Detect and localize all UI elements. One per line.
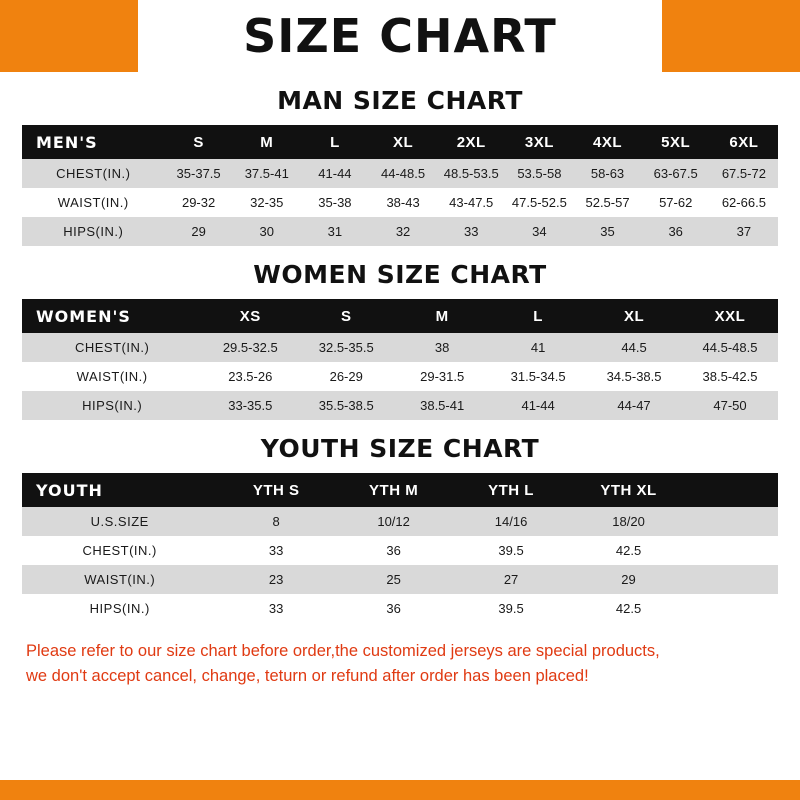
row-label: HIPS(IN.) xyxy=(82,398,143,413)
cell: 62-66.5 xyxy=(721,195,766,210)
cell: 39.5 xyxy=(498,543,524,558)
cell: 31 xyxy=(327,224,343,239)
cell: 34 xyxy=(532,224,547,239)
column-header: XL xyxy=(623,307,645,325)
table-row xyxy=(22,188,778,217)
row-label: U.S.SIZE xyxy=(90,514,149,529)
row-label: HIPS(IN.) xyxy=(63,224,124,239)
cell: 41 xyxy=(530,340,546,355)
table-row xyxy=(22,594,778,623)
cell: 29-31.5 xyxy=(420,369,465,384)
row-label: WAIST(IN.) xyxy=(57,195,129,210)
cell: 37 xyxy=(736,224,752,239)
cell: 38-43 xyxy=(386,195,420,210)
header-banner xyxy=(0,0,800,72)
chart-content xyxy=(0,86,800,689)
cell: 29-32 xyxy=(181,195,216,210)
cell: 26-29 xyxy=(329,369,363,384)
column-header: 2XL xyxy=(456,133,486,151)
cell: 44-47 xyxy=(617,398,651,413)
cell: 38.5-41 xyxy=(420,398,465,413)
table-row-header-label: MEN'S xyxy=(36,132,98,152)
column-header: YTH M xyxy=(369,481,419,499)
column-header: XS xyxy=(239,307,261,325)
table-row xyxy=(22,159,778,188)
table-header-row xyxy=(22,473,778,507)
section-man xyxy=(22,86,778,246)
column-header: 6XL xyxy=(729,133,759,151)
cell: 10/12 xyxy=(377,514,410,529)
cell: 29 xyxy=(621,572,636,587)
table-header-row xyxy=(22,299,778,333)
cell: 41-44 xyxy=(521,398,555,413)
row-label: CHEST(IN.) xyxy=(74,340,150,355)
cell: 58-63 xyxy=(590,166,625,181)
column-header: L xyxy=(533,307,543,325)
column-header: YTH L xyxy=(488,481,534,499)
column-header: M xyxy=(435,307,449,325)
cell: 32.5-35.5 xyxy=(318,340,374,355)
cell: 34.5-38.5 xyxy=(606,369,662,384)
cell: 32-35 xyxy=(250,195,284,210)
row-label: WAIST(IN.) xyxy=(76,369,148,384)
cell: 23.5-26 xyxy=(228,369,273,384)
cell: 39.5 xyxy=(498,601,524,616)
table-row-header-label: YOUTH xyxy=(36,480,103,500)
policy-note xyxy=(22,639,778,689)
table-row-header-label: WOMEN'S xyxy=(36,306,131,326)
column-header: S xyxy=(193,133,204,151)
cell: 33-35.5 xyxy=(228,398,273,413)
table-row xyxy=(22,536,778,565)
row-label: WAIST(IN.) xyxy=(84,572,156,587)
table-women xyxy=(22,299,778,420)
cell: 33 xyxy=(268,543,284,558)
cell: 52.5-57 xyxy=(585,195,630,210)
column-header: YTH S xyxy=(252,481,300,499)
cell: 47-50 xyxy=(713,398,747,413)
footer-bar xyxy=(0,780,800,800)
cell: 29 xyxy=(191,224,206,239)
column-header: XL xyxy=(392,133,414,151)
column-header: 3XL xyxy=(524,133,554,151)
cell: 43-47.5 xyxy=(449,195,494,210)
cell: 48.5-53.5 xyxy=(443,166,499,181)
cell-spacer xyxy=(687,565,778,594)
row-label: CHEST(IN.) xyxy=(82,543,157,558)
cell: 33 xyxy=(268,601,284,616)
table-row xyxy=(22,217,778,246)
cell: 67.5-72 xyxy=(721,166,766,181)
cell: 14/16 xyxy=(494,514,528,529)
table-youth xyxy=(22,473,778,623)
cell: 44.5 xyxy=(621,340,647,355)
cell: 38 xyxy=(434,340,450,355)
cell: 8 xyxy=(272,514,280,529)
cell: 36 xyxy=(668,224,683,239)
cell: 47.5-52.5 xyxy=(511,195,567,210)
cell: 35 xyxy=(600,224,615,239)
section-title-youth: YOUTH SIZE CHART xyxy=(260,434,540,463)
cell-spacer xyxy=(687,507,778,536)
table-row xyxy=(22,507,778,536)
cell: 53.5-58 xyxy=(517,166,562,181)
section-youth xyxy=(22,434,778,623)
cell: 42.5 xyxy=(615,543,642,558)
cell: 38.5-42.5 xyxy=(702,369,758,384)
cell: 44.5-48.5 xyxy=(702,340,758,355)
cell: 36 xyxy=(386,601,401,616)
policy-note-line-2: we don't accept cancel, change, teturn or refund after order has been placed! xyxy=(26,666,589,685)
cell: 35-37.5 xyxy=(176,166,221,181)
cell: 36 xyxy=(386,543,401,558)
page-title: SIZE CHART xyxy=(243,9,557,63)
cell: 41-44 xyxy=(318,166,352,181)
cell-spacer xyxy=(687,536,778,565)
cell: 32 xyxy=(395,224,411,239)
column-header: 5XL xyxy=(661,133,691,151)
row-label: CHEST(IN.) xyxy=(56,166,131,181)
cell: 30 xyxy=(259,224,274,239)
table-header-row xyxy=(22,125,778,159)
table-row xyxy=(22,391,778,420)
table-row xyxy=(22,362,778,391)
column-header: 4XL xyxy=(593,133,623,151)
cell: 29.5-32.5 xyxy=(222,340,278,355)
cell: 31.5-34.5 xyxy=(510,369,566,384)
table-row xyxy=(22,333,778,362)
table-row xyxy=(22,565,778,594)
cell: 44-48.5 xyxy=(381,166,426,181)
cell: 42.5 xyxy=(615,601,642,616)
cell: 63-67.5 xyxy=(653,166,698,181)
column-header: S xyxy=(340,307,352,325)
column-header: M xyxy=(260,133,274,151)
cell: 57-62 xyxy=(659,195,693,210)
table-man xyxy=(22,125,778,246)
column-header: XXL xyxy=(714,307,746,325)
cell: 18/20 xyxy=(612,514,645,529)
cell-spacer xyxy=(687,594,778,623)
cell: 27 xyxy=(503,572,519,587)
column-header: L xyxy=(330,133,340,151)
cell: 33 xyxy=(463,224,479,239)
cell: 37.5-41 xyxy=(244,166,289,181)
column-header: YTH XL xyxy=(600,481,657,499)
policy-note-line-1: Please refer to our size chart before order,the customized jerseys are special products, xyxy=(26,642,660,660)
column-header-spacer xyxy=(687,473,778,507)
row-label: HIPS(IN.) xyxy=(89,601,150,616)
section-title-women: WOMEN SIZE CHART xyxy=(253,260,547,289)
cell: 25 xyxy=(386,572,401,587)
cell: 35-38 xyxy=(318,195,352,210)
cell: 23 xyxy=(268,572,284,587)
cell: 35.5-38.5 xyxy=(318,398,374,413)
section-women xyxy=(22,260,778,420)
section-title-man: MAN SIZE CHART xyxy=(277,86,523,115)
